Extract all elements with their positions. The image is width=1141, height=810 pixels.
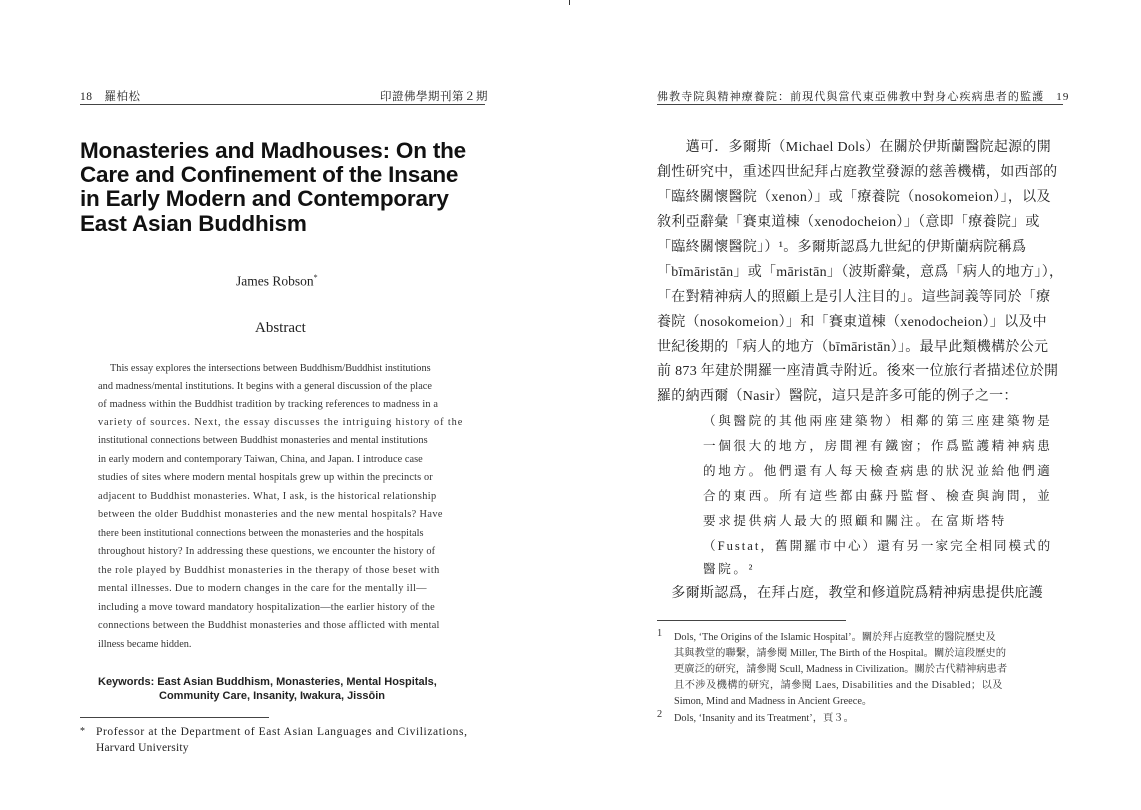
abstract-line: there been institutional connections between the monasteries and the hospitals	[98, 528, 424, 539]
body-line: 「臨終關懷醫院」）¹。多爾斯認爲九世紀的伊斯蘭病院稱爲	[657, 240, 1027, 255]
body-line: 「臨終關懷醫院（xenon）」或「療養院（nosokomeion）」，以及	[657, 190, 1051, 205]
article-title	[80, 139, 490, 236]
quote-line: 的地方。他們還有人每天檢查病患的狀況並給他們適	[703, 464, 1053, 478]
running-head-right: 佛教寺院與精神療養院：前現代與當代東亞佛教中對身心疾病患者的監護 19	[657, 91, 1070, 103]
abstract-line: variety of sources. Next, the essay discusses the intriguing history of the	[98, 417, 464, 428]
quote-line: 醫院。²	[703, 562, 755, 576]
footnote-number: 2	[657, 709, 663, 720]
body-line: 「bīmāristān」或「māristān」（波斯辭彙，意爲「病人的地方」），	[657, 265, 1064, 280]
left-page	[0, 0, 570, 810]
header-rule	[657, 104, 1063, 105]
title-line: Care and Confinement of the Insane	[80, 162, 459, 188]
footnote-line: Dols, ‘The Origins of the Islamic Hospital’。關於拜占庭教堂的醫院歷史及	[674, 632, 996, 643]
abstract-line: institutional connections between Buddhist monasteries and mental institutions	[98, 435, 428, 446]
title-line: East Asian Buddhism	[80, 210, 307, 236]
footnote-number: 1	[657, 628, 663, 639]
author-name	[236, 273, 318, 290]
footnote-line: 其與教堂的聯繫，請參閱 Miller, The Birth of the Hospital。關於這段歷史的	[674, 648, 1007, 659]
keywords-line: Community Care, Insanity, Iwakura, Jissōin	[159, 690, 385, 702]
abstract-line: throughout history? In addressing these questions, we encounter the history of	[98, 546, 436, 557]
quote-line: （Fustat，舊開羅市中心）還有另一家完全相同模式的	[703, 539, 1053, 553]
author-footnote: Harvard University	[96, 742, 189, 754]
abstract-heading: Abstract	[255, 320, 306, 336]
footnote-rule	[657, 620, 846, 621]
abstract-line: adjacent to Buddhist monasteries. What, I ask, is the historical relationship	[98, 491, 437, 502]
body-line: 創性研究中，重述四世紀拜占庭教堂發源的慈善機構，如西部的	[657, 165, 1058, 180]
abstract-line: the role played by Buddhist monasteries in the therapy of those beset with	[98, 565, 440, 576]
body-line: 邁可．多爾斯（Michael Dols）在關於伊斯蘭醫院起源的開	[657, 140, 1052, 155]
keywords-line: Keywords: East Asian Buddhism, Monasteries, Mental Hospitals,	[98, 676, 437, 688]
footnote-line: Simon, Mind and Madness in Ancient Greece。	[674, 696, 873, 707]
abstract-line: between the older Buddhist monasteries and the new mental hospitals? Have	[98, 509, 443, 520]
abstract-line: mental illnesses. Due to modern changes in the care for the mentally ill—	[98, 583, 427, 594]
footnote-line: 更廣泛的研究，請參閱 Scull, Madness in Civilization。關於古代精神病患者	[674, 664, 1008, 675]
abstract-line: in early modern and contemporary Taiwan, China, and Japan. I introduce case	[98, 454, 423, 465]
body-line: 敘利亞辭彙「賽東道棟（xenodocheion）」（意即「療養院」或	[657, 215, 1040, 230]
quote-line: 要求提供病人最大的照顧和關注。在富斯塔特	[703, 514, 1007, 528]
footnote-line: Dols, ‘Insanity and its Treatment’，頁３。	[674, 713, 854, 724]
footnote-mark: *	[80, 726, 86, 737]
abstract-line: studies of sites where modern mental hospitals grew up within the precincts or	[98, 472, 433, 483]
title-line: in Early Modern and Contemporary	[80, 186, 449, 212]
header-rule	[80, 104, 485, 105]
running-head-journal: 印證佛學期刊第２期	[380, 91, 488, 103]
footnote-rule	[80, 717, 269, 718]
abstract-line: connections between the Buddhist monasteries and those afflicted with mental	[98, 620, 440, 631]
author-footnote-mark: *	[313, 273, 318, 282]
author-text: James Robson	[236, 273, 314, 289]
quote-line: （與醫院的其他兩座建築物）相鄰的第三座建築物是	[703, 414, 1053, 428]
abstract-line: including a move toward mandatory hospitalization—the earlier history of the	[98, 602, 435, 613]
abstract-line: illness became hidden.	[98, 639, 192, 650]
abstract-line: This essay explores the intersections between Buddhism/Buddhist institutions	[110, 363, 431, 374]
abstract-line: and madness/mental institutions. It begins with a general discussion of the place	[98, 381, 433, 392]
running-head-page-author: 18 羅柏松	[80, 91, 141, 103]
body-line: 前 873 年建於開羅一座清眞寺附近。後來一位旅行者描述位於開	[657, 364, 1059, 379]
footnote-line: 且不涉及機構的研究，請參閱 Laes, Disabilities and the Disabled；以及	[674, 680, 1003, 691]
body-line: 世紀後期的「病人的地方（bīmāristān）」。最早此類機構於公元	[657, 340, 1049, 355]
title-line: Monasteries and Madhouses: On the	[80, 138, 466, 163]
body-line: 養院（nosokomeion）」和「賽東道棟（xenodocheion）」以及中	[657, 315, 1047, 330]
quote-line: 合的東西。所有這些都由蘇丹監督、檢查與詢問，並	[703, 489, 1053, 503]
body-line: 「在對精神病人的照顧上是引人注目的」。這些詞義等同於「療	[657, 290, 1051, 305]
body-line: 多爾斯認爲，在拜占庭，教堂和修道院爲精神病患提供庇護	[657, 586, 1044, 601]
abstract-line: of madness within the Buddhist tradition by tracking references to madness in a	[98, 399, 439, 410]
author-footnote: Professor at the Department of East Asian Languages and Civilizations,	[96, 726, 468, 738]
quote-line: 一個很大的地方，房間裡有鐵窗；作爲監護精神病患	[703, 439, 1053, 453]
body-line: 羅的納西爾（Nasir）醫院，這只是許多可能的例子之一：	[657, 389, 1018, 404]
